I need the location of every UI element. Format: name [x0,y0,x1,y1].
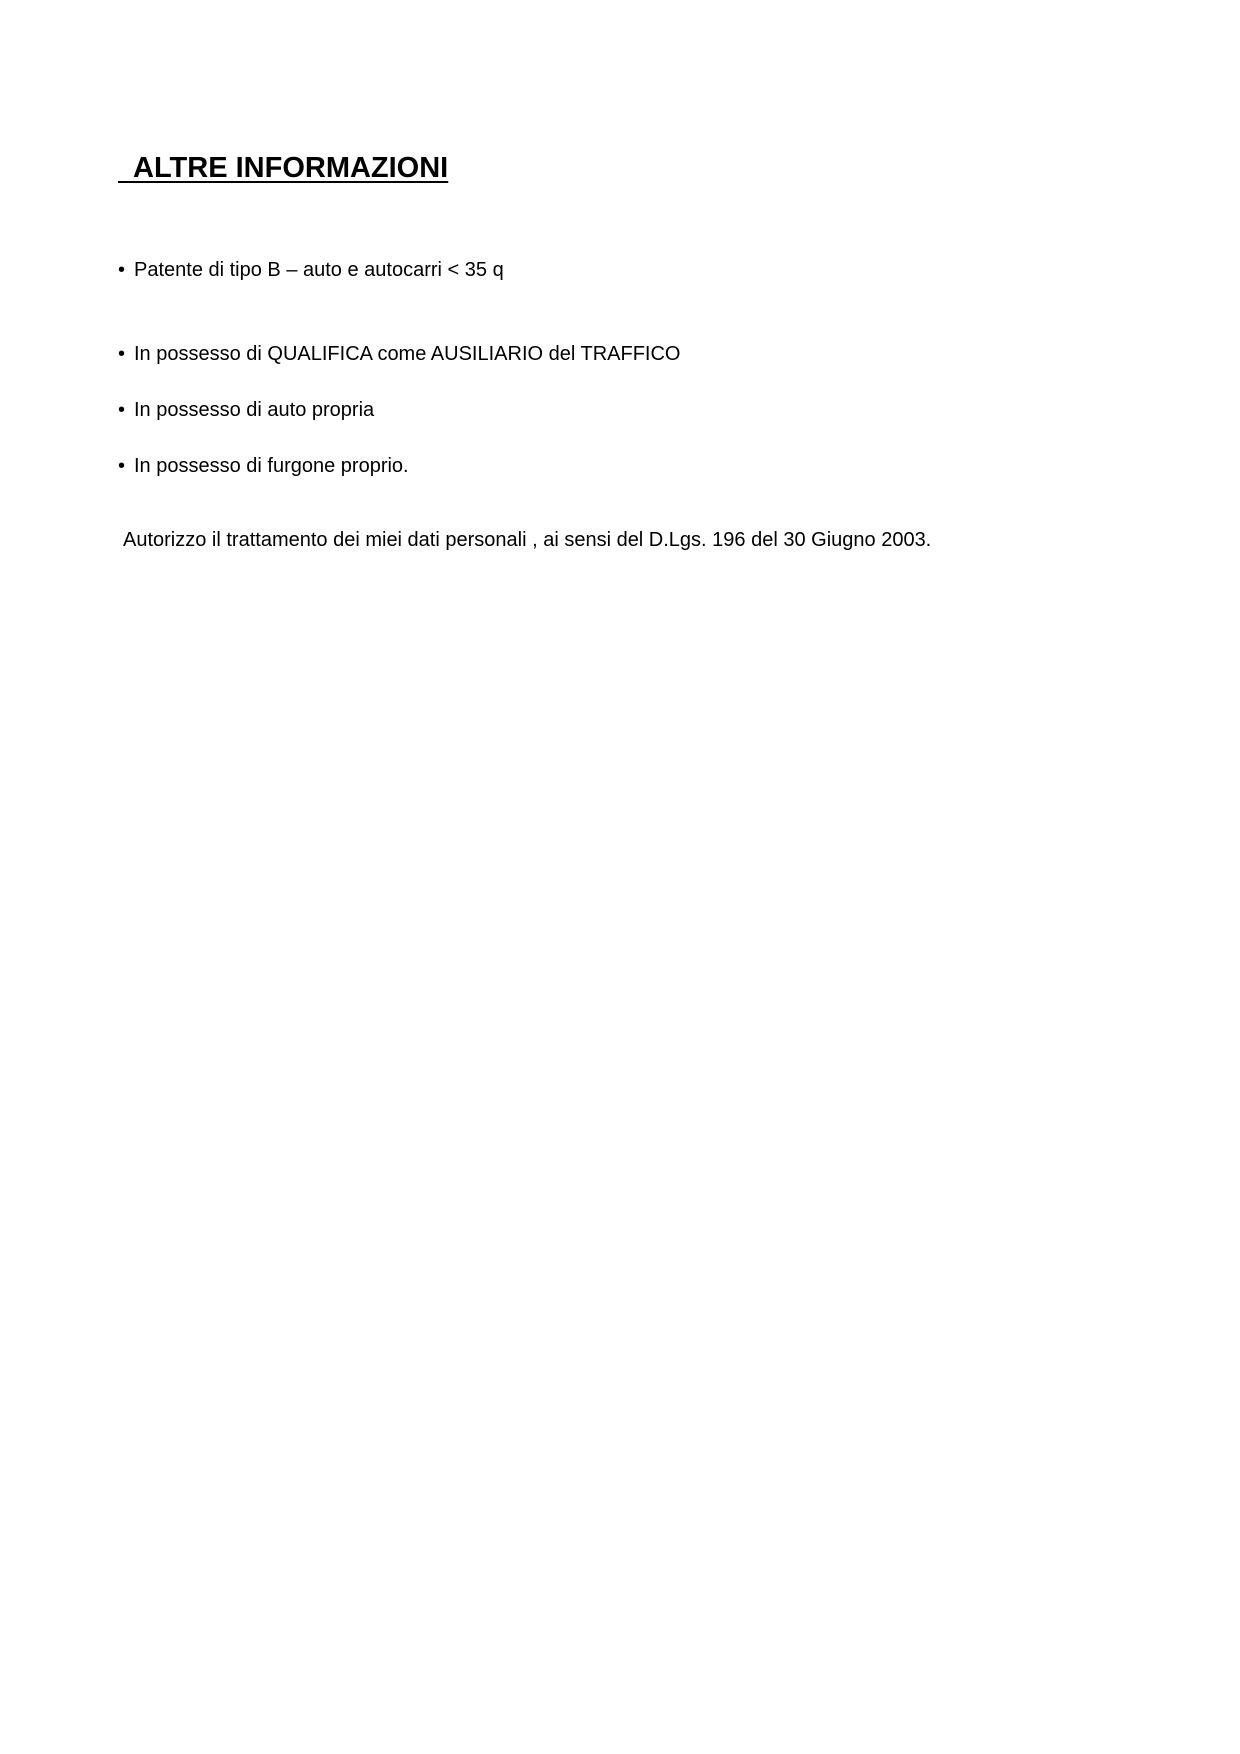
info-item-text: In possesso di auto propria [134,399,375,421]
info-item-driving-license [118,257,504,283]
section-title: ALTRE INFORMAZIONI [118,152,449,184]
privacy-consent-statement: Autorizzo il trattamento dei miei dati personali , ai sensi del D.Lgs. 196 del 30 Giugno 2003. [123,529,932,551]
bullet-icon: • [118,455,126,477]
bullet-icon: • [118,399,126,421]
info-item-text: In possesso di QUALIFICA come AUSILIARIO del TRAFFICO [134,343,681,365]
info-item-own-van [118,453,409,479]
bullet-icon: • [118,259,126,281]
info-item-own-car [118,397,374,423]
info-item-text: Patente di tipo B – auto e autocarri < 35 q [134,259,504,281]
info-item-traffic-qualification [118,341,680,367]
info-item-text: In possesso di furgone proprio. [134,455,409,477]
bullet-icon: • [118,343,126,365]
